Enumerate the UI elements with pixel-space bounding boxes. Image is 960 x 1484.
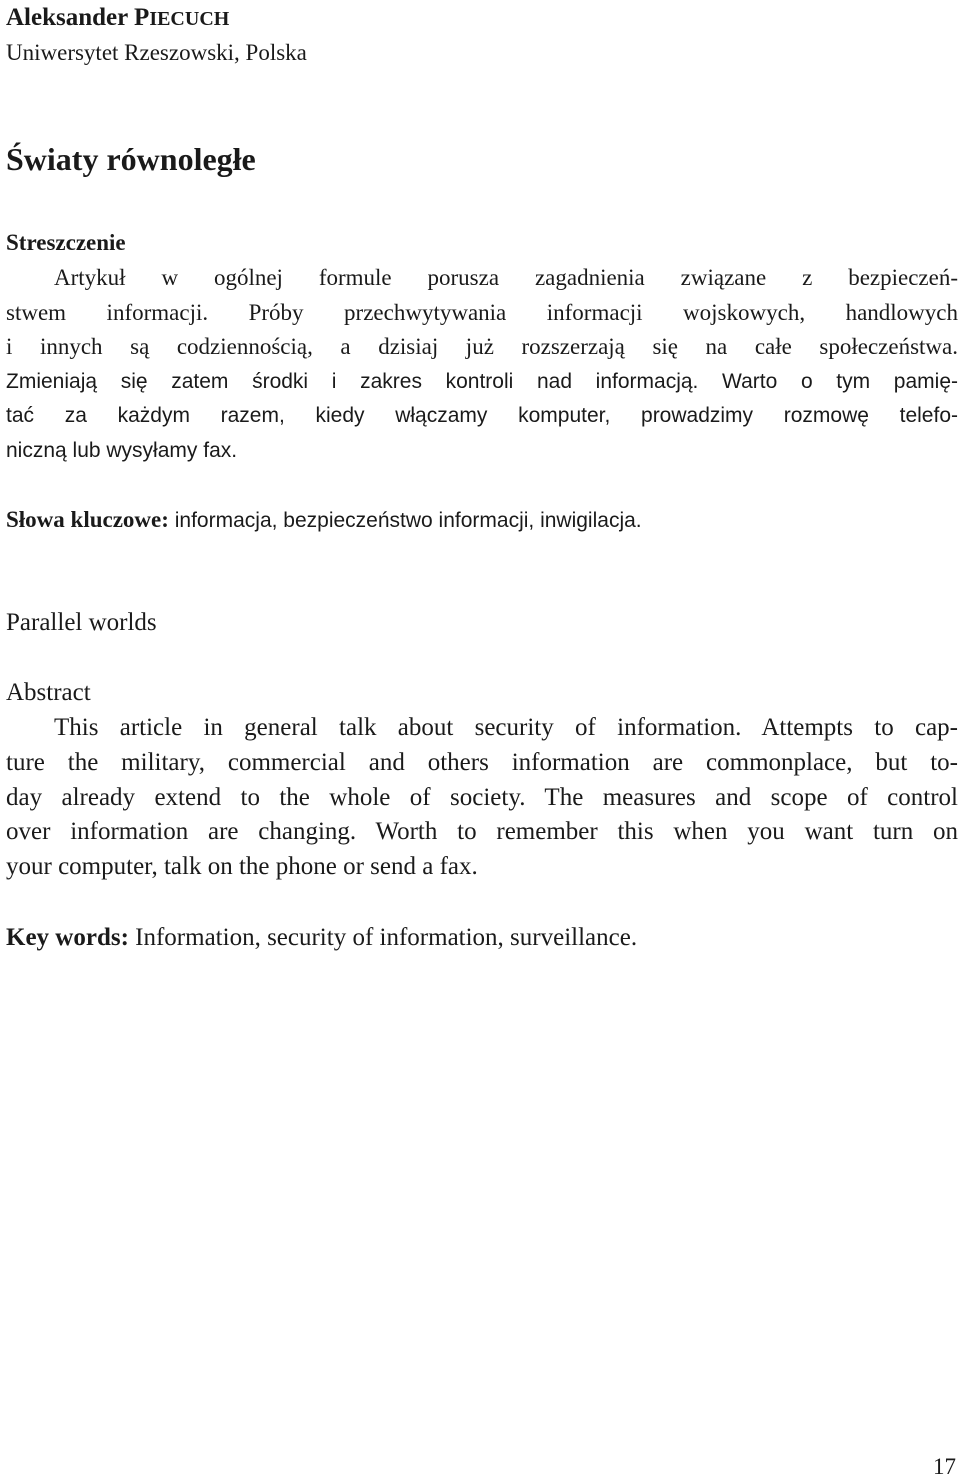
abstract-polish-line: Artykuł w ogólnej formule porusza zagadnienia związane z bezpieczeń-	[54, 265, 958, 290]
keywords-english-text: Information, security of information, surveillance.	[128, 924, 638, 951]
author-last-initial: P	[134, 4, 150, 31]
abstract-polish-line: niczną lub wysyłamy fax.	[6, 438, 238, 462]
keywords-english-label: Key words:	[6, 924, 129, 951]
abstract-polish-line: i innych są codziennością, a dzisiaj już rozszerzają się na całe społeczeństwa.	[6, 334, 958, 360]
abstract-polish-line: stwem informacji. Próby przechwytywania informacji wojskowych, handlowych	[6, 299, 958, 325]
abstract-english-body	[6, 711, 958, 885]
author-first-name: Aleksander	[6, 4, 135, 31]
abstract-english-heading: Abstract	[6, 679, 91, 706]
abstract-english-line: your computer, talk on the phone or send a fax.	[6, 853, 478, 881]
author-last-rest: IECUCH	[149, 8, 230, 30]
keywords-polish	[6, 503, 642, 538]
abstract-english-line: over information are changing. Worth to remember this when you want turn on	[6, 818, 958, 846]
author-name	[6, 2, 229, 35]
page-number: 17	[933, 1454, 956, 1479]
keywords-polish-text: informacja, bezpieczeństwo informacji, inwigilacja.	[168, 509, 642, 532]
abstract-polish-body	[6, 261, 958, 469]
abstract-english-line: This article in general talk about security of information. Attempts to cap-	[54, 714, 958, 741]
abstract-english-line: ture the military, commercial and others information are commonplace, but to-	[6, 748, 958, 776]
paper-title-polish: Światy równoległe	[6, 141, 256, 177]
paper-title-english: Parallel worlds	[6, 609, 157, 636]
keywords-english	[6, 921, 637, 955]
abstract-polish-line: Zmieniają się zatem środki i zakres kontroli nad informacją. Warto o tym pamię-	[6, 369, 958, 393]
keywords-polish-label: Słowa kluczowe:	[6, 507, 169, 532]
abstract-polish-heading: Streszczenie	[6, 230, 126, 255]
abstract-polish-line: tać za każdym razem, kiedy włączamy komputer, prowadzimy rozmowę telefo-	[6, 404, 958, 428]
author-affiliation: Uniwersytet Rzeszowski, Polska	[6, 40, 307, 65]
abstract-english-line: day already extend to the whole of society. The measures and scope of control	[6, 783, 958, 811]
